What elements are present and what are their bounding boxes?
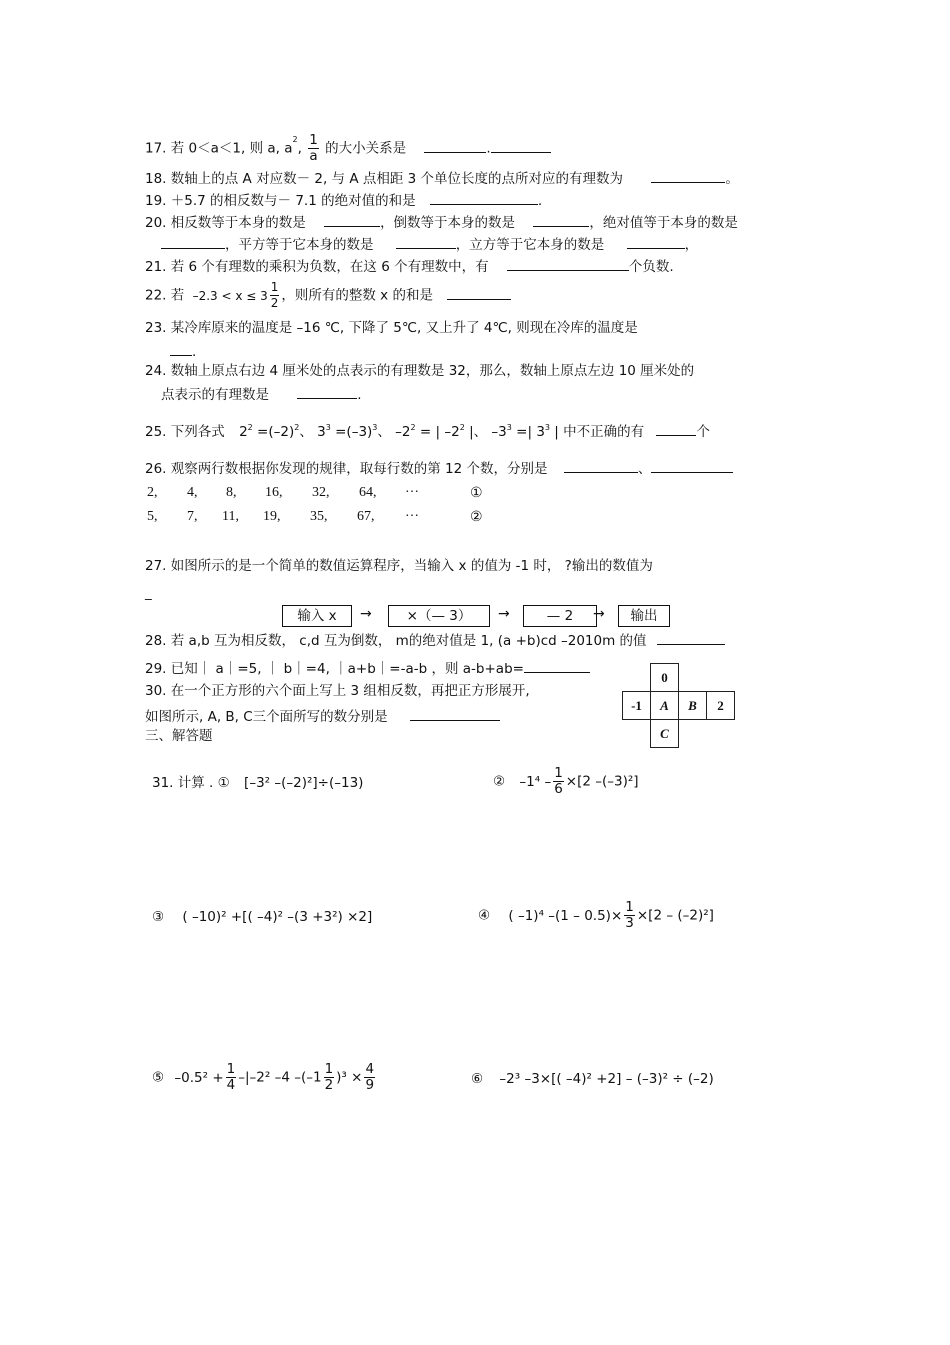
answer-blank[interactable] [564, 458, 638, 473]
q21-text: 21. 若 6 个有理数的乘积为负数，在这 6 个有理数中，有 [145, 259, 489, 275]
answer-blank[interactable] [524, 658, 590, 673]
q31-label: 31. 计算 . ① [152, 775, 230, 791]
question-27 [145, 557, 653, 575]
question-23 [145, 319, 638, 337]
seq1-item: ··· [405, 485, 419, 500]
q26-sep: 、 [637, 461, 652, 477]
q31-expr-5-fraction-2 [364, 1062, 375, 1093]
q22-frac-den: 2 [270, 296, 279, 310]
question-22 [145, 280, 511, 311]
question-29 [145, 658, 590, 678]
answer-blank[interactable] [656, 421, 696, 436]
seq2-label: ② [470, 510, 483, 525]
arrow-right-icon: → [360, 606, 372, 622]
frac-den: 4 [226, 1077, 236, 1093]
frac-den: 3 [625, 915, 634, 931]
answer-blank[interactable] [447, 285, 511, 300]
q31-expr-5-mixed [324, 1062, 335, 1093]
q31-part-4 [478, 900, 714, 931]
q26-text: 26. 观察两行数根据你发现的规律，取每行数的第 12 个数，分别是 [145, 461, 548, 477]
cube-face-right: 2 [707, 692, 735, 720]
q31-num-4: ④ [478, 907, 491, 924]
q31-part-5 [152, 1062, 377, 1093]
q31-expr-5-fraction [226, 1062, 237, 1093]
question-24-line-1 [145, 362, 694, 380]
q25-expr-4a: |、 –3 [464, 424, 507, 440]
q25-expr-3b: = | –2 [415, 424, 460, 440]
cube-face-left: -1 [623, 692, 651, 720]
q31-expr-5b: –|–2² –4 –(–1 [238, 1069, 322, 1086]
q25-expr-1a: 2 [239, 424, 248, 440]
q19-end: . [537, 193, 543, 209]
flow-output-box: 输出 [618, 605, 670, 627]
question-18 [145, 168, 739, 188]
q24-text-a: 24. 数轴上原点右边 4 厘米处的点表示的有理数是 32，那么，数轴上原点左边 10 厘米处的 [145, 363, 695, 379]
q17-frac-den: a [309, 148, 318, 164]
answer-blank[interactable] [533, 212, 589, 227]
frac-num: 1 [625, 899, 634, 915]
q17-comma: , [297, 140, 302, 157]
question-21 [145, 256, 674, 276]
q31-part-1 [152, 774, 363, 792]
seq1-item: 2, [147, 485, 158, 500]
q20-part-b: ，倒数等于本身的数是 [380, 215, 516, 231]
answer-blank[interactable] [507, 256, 629, 271]
question-20-line-2 [161, 234, 698, 254]
q22-frac-num: 1 [270, 280, 279, 294]
q31-expr-4a: ( –1)⁴ –(1 – 0.5)× [508, 907, 623, 924]
q31-expr-4-fraction [624, 900, 635, 931]
seq1-item: 4, [187, 485, 198, 500]
frac-den: 6 [554, 781, 563, 797]
question-24-line-2 [161, 384, 362, 404]
q31-expr-5c: )³ × [336, 1069, 363, 1086]
frac-den: 9 [365, 1077, 375, 1093]
q17-frac-num: 1 [309, 132, 318, 148]
q31-expr-2b: ×[2 –(–3)²] [565, 773, 639, 790]
answer-blank[interactable] [297, 384, 357, 399]
flow-input-box: 输入 x [282, 605, 352, 627]
q25-label: 25. 下列各式 [145, 424, 225, 440]
q17-sup: 2 [292, 135, 298, 144]
seq2-item: 35, [310, 509, 328, 524]
question-30-line-2 [145, 706, 500, 726]
arrow-right-icon: → [593, 606, 605, 622]
seq1-item: 16, [265, 485, 283, 500]
q31-part-2 [493, 766, 639, 797]
seq1-item: 64, [359, 485, 377, 500]
seq2-item: ··· [405, 509, 419, 524]
q27-cont: _ [145, 585, 152, 601]
frac-den: 2 [324, 1077, 334, 1093]
q25-expr-2a: 、 3 [299, 424, 326, 440]
q17-tail: 的大小关系是 [325, 140, 407, 157]
q30-text-b: 如图所示, A, B, C三个面所写的数分别是 [145, 709, 388, 725]
answer-blank[interactable] [161, 234, 225, 249]
q20-part-e: ，立方等于它本身的数是 [455, 237, 605, 253]
q24-text-b: 点表示的有理数是 [161, 387, 269, 403]
q31-num-2: ② [493, 773, 506, 790]
q25-tail: | 中不正确的有 [550, 424, 645, 440]
answer-blank[interactable] [324, 212, 380, 227]
answer-blank[interactable] [657, 630, 725, 645]
q21-end: 个负数. [628, 259, 674, 275]
arrow-right-icon: → [498, 606, 510, 622]
seq1-item: 32, [312, 485, 330, 500]
q31-expr-3: ( –10)² +[( –4)² –(3 +3²) ×2] [182, 909, 373, 925]
seq1-item: 8, [226, 485, 237, 500]
q31-num-5: ⑤ [152, 1069, 165, 1086]
answer-blank[interactable] [651, 458, 733, 473]
q17-fraction [308, 133, 319, 164]
seq2-item: 7, [187, 509, 198, 524]
q23-end: . [192, 344, 197, 360]
answer-blank[interactable] [170, 341, 192, 356]
cube-face-a: A [651, 692, 679, 720]
q27-text: 27. 如图所示的是一个简单的数值运算程序，当输入 x 的值为 -1 时， ?输出的数值为 [145, 558, 653, 574]
frac-num: 1 [226, 1061, 236, 1077]
q18-text: 18. 数轴上的点 A 对应数－ 2, 与 A 点相距 3 个单位长度的点所对应的有理数为 [145, 171, 624, 187]
q22-label: 22. 若 [145, 287, 185, 304]
q31-part-3 [152, 908, 372, 926]
q17-dot: . [486, 140, 491, 157]
q25-expr-1b: =(–2) [257, 424, 295, 440]
question-30-line-1 [145, 682, 530, 700]
q28-text: 28. 若 a,b 互为相反数， c,d 互为倒数， m的绝对值是 1, (a +b)cd –2010m 的值 [145, 633, 647, 649]
q20-part-d: ，平方等于它本身的数是 [225, 237, 374, 253]
flow-multiply-box: ×（— 3） [388, 605, 490, 627]
q17-text: 17. 若 0＜a＜1, 则 a, a [145, 140, 293, 157]
question-27-cont [145, 584, 152, 602]
q22-fraction [270, 280, 280, 311]
question-23-cont [170, 341, 196, 361]
q31-expr-4b: ×[2 – (–2)²] [636, 907, 714, 924]
q31-expr-6: –2³ –3×[( –4)² +2] – (–3)² ÷ (–2) [499, 1071, 714, 1087]
section-heading: 三、解答题 [145, 728, 213, 744]
q22-inequality: –2.3 < x ≤ 3 [192, 288, 268, 303]
answer-blank[interactable] [651, 168, 725, 183]
cube-face-c: C [651, 720, 679, 748]
q31-part-6 [471, 1070, 714, 1088]
q31-num-6: ⑥ [471, 1071, 484, 1087]
question-17 [145, 133, 551, 164]
answer-blank[interactable] [396, 234, 456, 249]
q18-end: 。 [725, 171, 739, 187]
frac-num: 1 [554, 765, 563, 781]
answer-blank[interactable] [491, 138, 551, 153]
q31-expr-2-fraction [553, 766, 564, 797]
question-25: 25. 下列各式 $2^2 =(-2)^2$、 $3^3 =(-3)^3$、 $-2^2$ = | $-2^2$ |、 $-3^3$ =| $3^3$ | 中不正确的有 个 [145, 423, 710, 440]
cube-face-b: B [679, 692, 707, 720]
q31-expr-5a: –0.5² + [174, 1069, 224, 1086]
q30-text-a: 30. 在一个正方形的六个面上写上 3 组相反数，再把正方形展开, [145, 683, 530, 699]
cube-face-top: 0 [651, 664, 679, 692]
q31-num-3: ③ [152, 909, 165, 925]
seq2-item: 11, [222, 509, 239, 524]
q31-expr-1: [–3² –(–2)²]÷(–13) [244, 775, 364, 791]
q25-unit: 个 [696, 424, 710, 440]
q19-text: 19. ＋5.7 的相反数与－ 7.1 的绝对值的和是 [145, 193, 416, 209]
q29-text: 29. 已知｜ a｜=5, ｜ b｜=4, ｜a+b｜=-a-b ，则 a-b+ab= [145, 661, 524, 677]
question-19 [145, 190, 542, 210]
seq2-item: 67, [357, 509, 375, 524]
answer-blank[interactable] [627, 234, 685, 249]
q25-expr-4b: =| 3 [511, 424, 545, 440]
q20-part-a: 20. 相反数等于本身的数是 [145, 215, 306, 231]
q22-tail: ，则所有的整数 x 的和是 [281, 287, 433, 304]
q23-text: 23. 某冷库原来的温度是 –16 ℃, 下降了 5℃, 又上升了 4℃, 则现在冷库的温度是 [145, 320, 638, 336]
seq2-item: 19, [263, 509, 281, 524]
q25-expr-2b: =(–3) [335, 424, 373, 440]
q31-expr-2a: –1⁴ – [519, 773, 552, 790]
question-28 [145, 630, 725, 650]
cube-net-diagram [622, 663, 735, 748]
question-26 [145, 458, 733, 478]
answer-blank[interactable] [424, 138, 486, 153]
q25-expr-3a: 、 –2 [377, 424, 411, 440]
seq2-item: 5, [147, 509, 158, 524]
frac-num: 4 [365, 1061, 375, 1077]
q24-end: . [357, 387, 362, 403]
answer-blank[interactable] [410, 706, 500, 721]
flow-subtract-box: — 2 [523, 605, 597, 627]
answer-blank[interactable] [430, 190, 538, 205]
seq1-label: ① [470, 486, 483, 501]
q20-part-f: ， [684, 237, 699, 253]
frac-num: 1 [324, 1061, 334, 1077]
question-20-line-1 [145, 212, 738, 232]
q20-part-c: ，绝对值等于本身的数是 [589, 215, 738, 231]
